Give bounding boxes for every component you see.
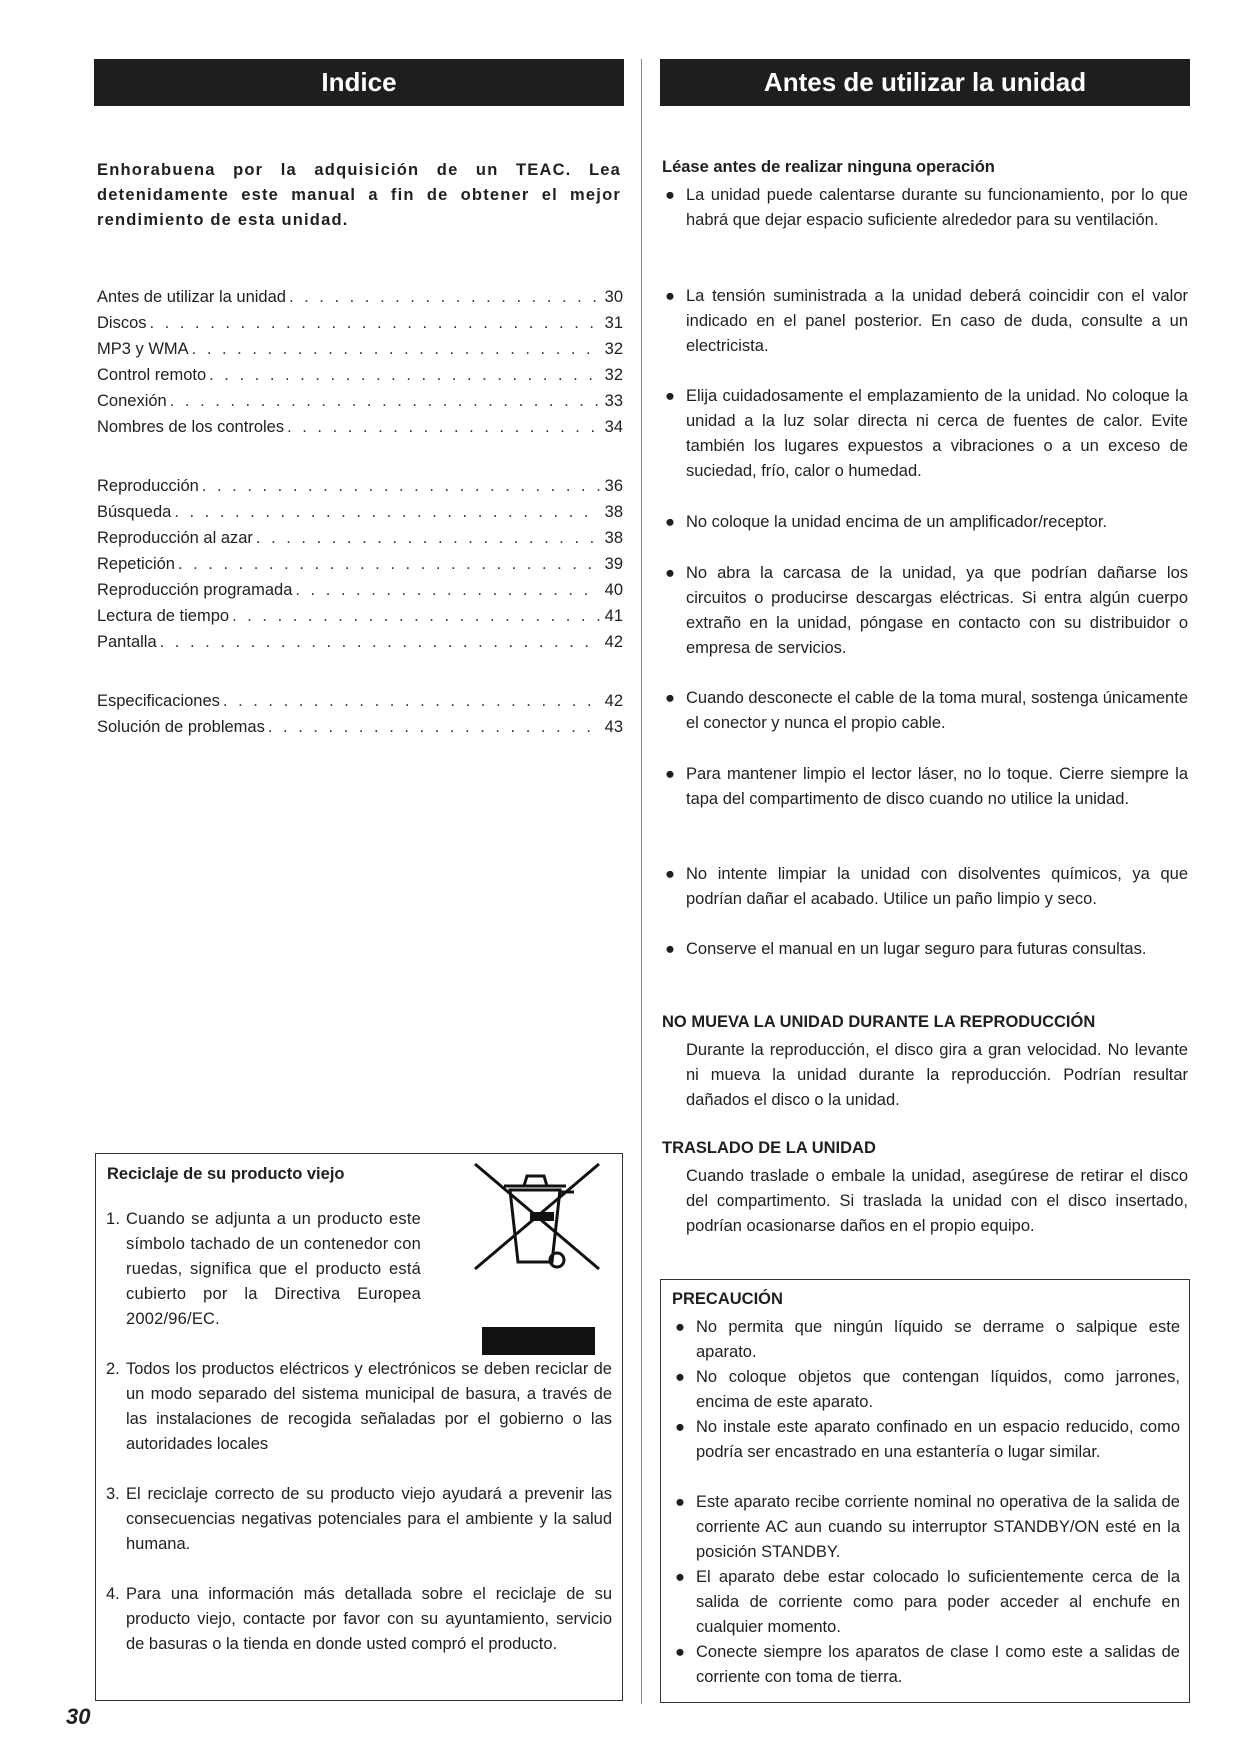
item-text: Todos los productos eléctricos y electrónicos se deben reciclar de un modo separado del sistema municipal de basura, a través de las instalaciones de recogida señaladas por el gobierno o las autoridades locales	[126, 1360, 612, 1453]
toc-page: 38	[604, 503, 623, 521]
toc-label: Pantalla	[97, 633, 157, 651]
toc-label: Discos	[97, 314, 147, 332]
bullet-text: El aparato debe estar colocado lo suficientemente cerca de la salida de corriente como para poder acceder al enchufe en cualquier momento.	[696, 1568, 1180, 1636]
recycling-item	[106, 1357, 612, 1457]
toc-leader	[209, 366, 600, 385]
bullet-text: Elija cuidadosamente el emplazamiento de la unidad. No coloque la unidad a la luz solar directa ni cerca de fuentes de calor. Evite también los lugares expuestos a vibraciones o a un exceso de suciedad, frío, calor o humedad.	[686, 387, 1188, 480]
before-use-header: Antes de utilizar la unidad	[660, 59, 1190, 106]
bullet-text: No permita que ningún líquido se derrame o salpique este aparato.	[696, 1318, 1180, 1361]
toc-entry[interactable]	[97, 392, 623, 418]
toc-leader	[289, 288, 600, 307]
toc-label: Reproducción al azar	[97, 529, 253, 547]
bullet-text: La tensión suministrada a la unidad deberá coincidir con el valor indicado en el panel posterior. En caso de duda, consulte a un electricista.	[686, 287, 1188, 355]
bullet-icon: ●	[675, 1493, 685, 1511]
bullet-icon: ●	[665, 513, 675, 531]
caution-title: PRECAUCIÓN	[672, 1290, 783, 1308]
toc-page: 32	[604, 340, 623, 358]
bullet-text: No abra la carcasa de la unidad, ya que podrían dañarse los circuitos o producirse descargas eléctricas. Si entra algún cuerpo extraño en la unidad, póngase en contacto con su distribuidor o empresa de servicios.	[686, 564, 1188, 657]
bullet-icon: ●	[675, 1318, 685, 1336]
toc-label: Conexión	[97, 392, 167, 410]
toc-page: 34	[604, 418, 623, 436]
toc-page: 42	[604, 633, 623, 651]
toc-label: Solución de problemas	[97, 718, 265, 736]
bullet-icon: ●	[665, 765, 675, 783]
toc-entry[interactable]	[97, 477, 623, 503]
bullet-text: No coloque la unidad encima de un amplificador/receptor.	[686, 513, 1108, 531]
toc-page: 32	[604, 366, 623, 384]
date-mark-bar	[482, 1327, 595, 1355]
toc-entry[interactable]	[97, 288, 623, 314]
toc-entry[interactable]	[97, 340, 623, 366]
toc-page: 41	[604, 607, 623, 625]
toc-entry[interactable]	[97, 692, 623, 718]
no-move-text: Durante la reproducción, el disco gira a gran velocidad. No levante ni mueva la unidad durante la reproducción. Podrían resultar dañados el disco o la unidad.	[686, 1041, 1188, 1109]
toc-page: 31	[604, 314, 623, 332]
recycling-item	[106, 1482, 612, 1557]
toc-label: Especificaciones	[97, 692, 220, 710]
toc-label: Lectura de tiempo	[97, 607, 230, 625]
item-text: El reciclaje correcto de su producto viejo ayudará a prevenir las consecuencias negativas potenciales para el ambiente y la salud humana.	[126, 1485, 612, 1553]
toc-entry[interactable]	[97, 718, 623, 744]
recycling-item	[106, 1582, 612, 1657]
toc-page: 30	[604, 288, 623, 306]
recycling-title: Reciclaje de su producto viejo	[107, 1165, 345, 1183]
column-divider	[641, 59, 642, 1704]
toc-leader	[287, 418, 600, 437]
toc-label: Repetición	[97, 555, 175, 573]
index-header: Indice	[94, 59, 624, 106]
read-first-title: Léase antes de realizar ninguna operación	[662, 158, 995, 176]
bullet-icon: ●	[675, 1643, 685, 1661]
toc-page: 36	[604, 477, 623, 495]
page-number: 30	[66, 1704, 91, 1729]
bullet-icon: ●	[665, 387, 675, 405]
toc-page: 43	[604, 718, 623, 736]
toc-leader	[170, 392, 600, 411]
toc-page: 40	[604, 581, 623, 599]
toc-page: 38	[604, 529, 623, 547]
toc-leader	[174, 503, 599, 522]
toc-entry[interactable]	[97, 314, 623, 340]
toc-leader	[150, 314, 600, 333]
toc-leader	[268, 718, 600, 737]
item-number: 3.	[106, 1485, 120, 1503]
toc-leader	[160, 633, 600, 652]
toc-entry[interactable]	[97, 418, 623, 444]
toc-entry[interactable]	[97, 581, 623, 607]
bullet-icon: ●	[665, 287, 675, 305]
toc-leader	[178, 555, 600, 574]
bullet-text: Conserve el manual en un lugar seguro para futuras consultas.	[686, 940, 1147, 958]
no-move-title: NO MUEVA LA UNIDAD DURANTE LA REPRODUCCIÓN	[662, 1013, 1096, 1031]
intro-text: Enhorabuena por la adquisición de un TEAC. Lea detenidamente este manual a fin de obtener el mejor rendimiento de esta unidad.	[97, 161, 621, 229]
toc-leader	[232, 607, 600, 626]
item-text: Cuando se adjunta a un producto este símbolo tachado de un contenedor con ruedas, significa que el producto está cubierto por la Directiva Europea 2002/96/EC.	[126, 1210, 421, 1328]
toc-page: 39	[604, 555, 623, 573]
toc-leader	[202, 477, 600, 496]
toc-entry[interactable]	[97, 503, 623, 529]
toc-leader	[295, 581, 599, 600]
bullet-text: Cuando desconecte el cable de la toma mural, sostenga únicamente el conector y nunca el propio cable.	[686, 689, 1188, 732]
toc-page: 33	[604, 392, 623, 410]
bullet-text: Este aparato recibe corriente nominal no operativa de la salida de corriente AC aun cuando su interruptor STANDBY/ON esté en la posición STANDBY.	[696, 1493, 1180, 1561]
item-number: 4.	[106, 1585, 120, 1603]
caution-box	[660, 1279, 1190, 1703]
recycling-item	[106, 1207, 421, 1332]
bullet-text: No intente limpiar la unidad con disolventes químicos, ya que podrían dañar el acabado. Utilice un paño limpio y seco.	[686, 865, 1188, 908]
toc-label: Antes de utilizar la unidad	[97, 288, 286, 306]
toc-leader	[192, 340, 600, 359]
bullet-icon: ●	[665, 940, 675, 958]
toc-entry[interactable]	[97, 529, 623, 555]
toc-leader	[256, 529, 600, 548]
item-number: 1.	[106, 1210, 121, 1228]
item-text: Para una información más detallada sobre el reciclaje de su producto viejo, contacte por favor con su ayuntamiento, servicio de basuras o la tienda en donde usted compró el producto.	[126, 1585, 612, 1653]
bullet-text: La unidad puede calentarse durante su funcionamiento, por lo que habrá que dejar espacio suficiente alrededor para su ventilación.	[686, 186, 1188, 229]
bullet-icon: ●	[675, 1568, 685, 1586]
toc-entry[interactable]	[97, 555, 623, 581]
bullet-icon: ●	[665, 564, 675, 582]
toc-label: Nombres de los controles	[97, 418, 285, 436]
transport-title: TRASLADO DE LA UNIDAD	[662, 1139, 876, 1157]
bullet-text: No coloque objetos que contengan líquidos, como jarrones, encima de este aparato.	[696, 1368, 1180, 1411]
recycling-box	[95, 1153, 623, 1701]
transport-text: Cuando traslade o embale la unidad, asegúrese de retirar el disco del compartimento. Si traslada la unidad con el disco insertado, podrían ocasionarse daños en el propio equipo.	[686, 1167, 1188, 1235]
toc-entry[interactable]	[97, 633, 623, 659]
bullet-icon: ●	[665, 865, 675, 883]
toc-label: Reproducción programada	[97, 581, 293, 599]
crossed-out-wheelie-bin-icon	[472, 1162, 602, 1272]
bullet-icon: ●	[665, 186, 675, 204]
toc-label: Búsqueda	[97, 503, 172, 521]
toc-entry[interactable]	[97, 607, 623, 633]
toc-label: Reproducción	[97, 477, 199, 495]
bullet-icon: ●	[675, 1418, 685, 1436]
toc-leader	[223, 692, 600, 711]
toc-entry[interactable]	[97, 366, 623, 392]
toc-page: 42	[604, 692, 623, 710]
bullet-text: No instale este aparato confinado en un espacio reducido, como podría ser encastrado en una estantería o lugar similar.	[696, 1418, 1180, 1461]
toc-label: MP3 y WMA	[97, 340, 189, 358]
toc-label: Control remoto	[97, 366, 207, 384]
bullet-icon: ●	[675, 1368, 685, 1386]
bullet-text: Para mantener limpio el lector láser, no lo toque. Cierre siempre la tapa del compartimento de disco cuando no utilice la unidad.	[686, 765, 1188, 808]
bullet-icon: ●	[665, 689, 675, 707]
bullet-text: Conecte siempre los aparatos de clase I como este a salidas de corriente con toma de tierra.	[696, 1643, 1180, 1686]
item-number: 2.	[106, 1360, 120, 1378]
